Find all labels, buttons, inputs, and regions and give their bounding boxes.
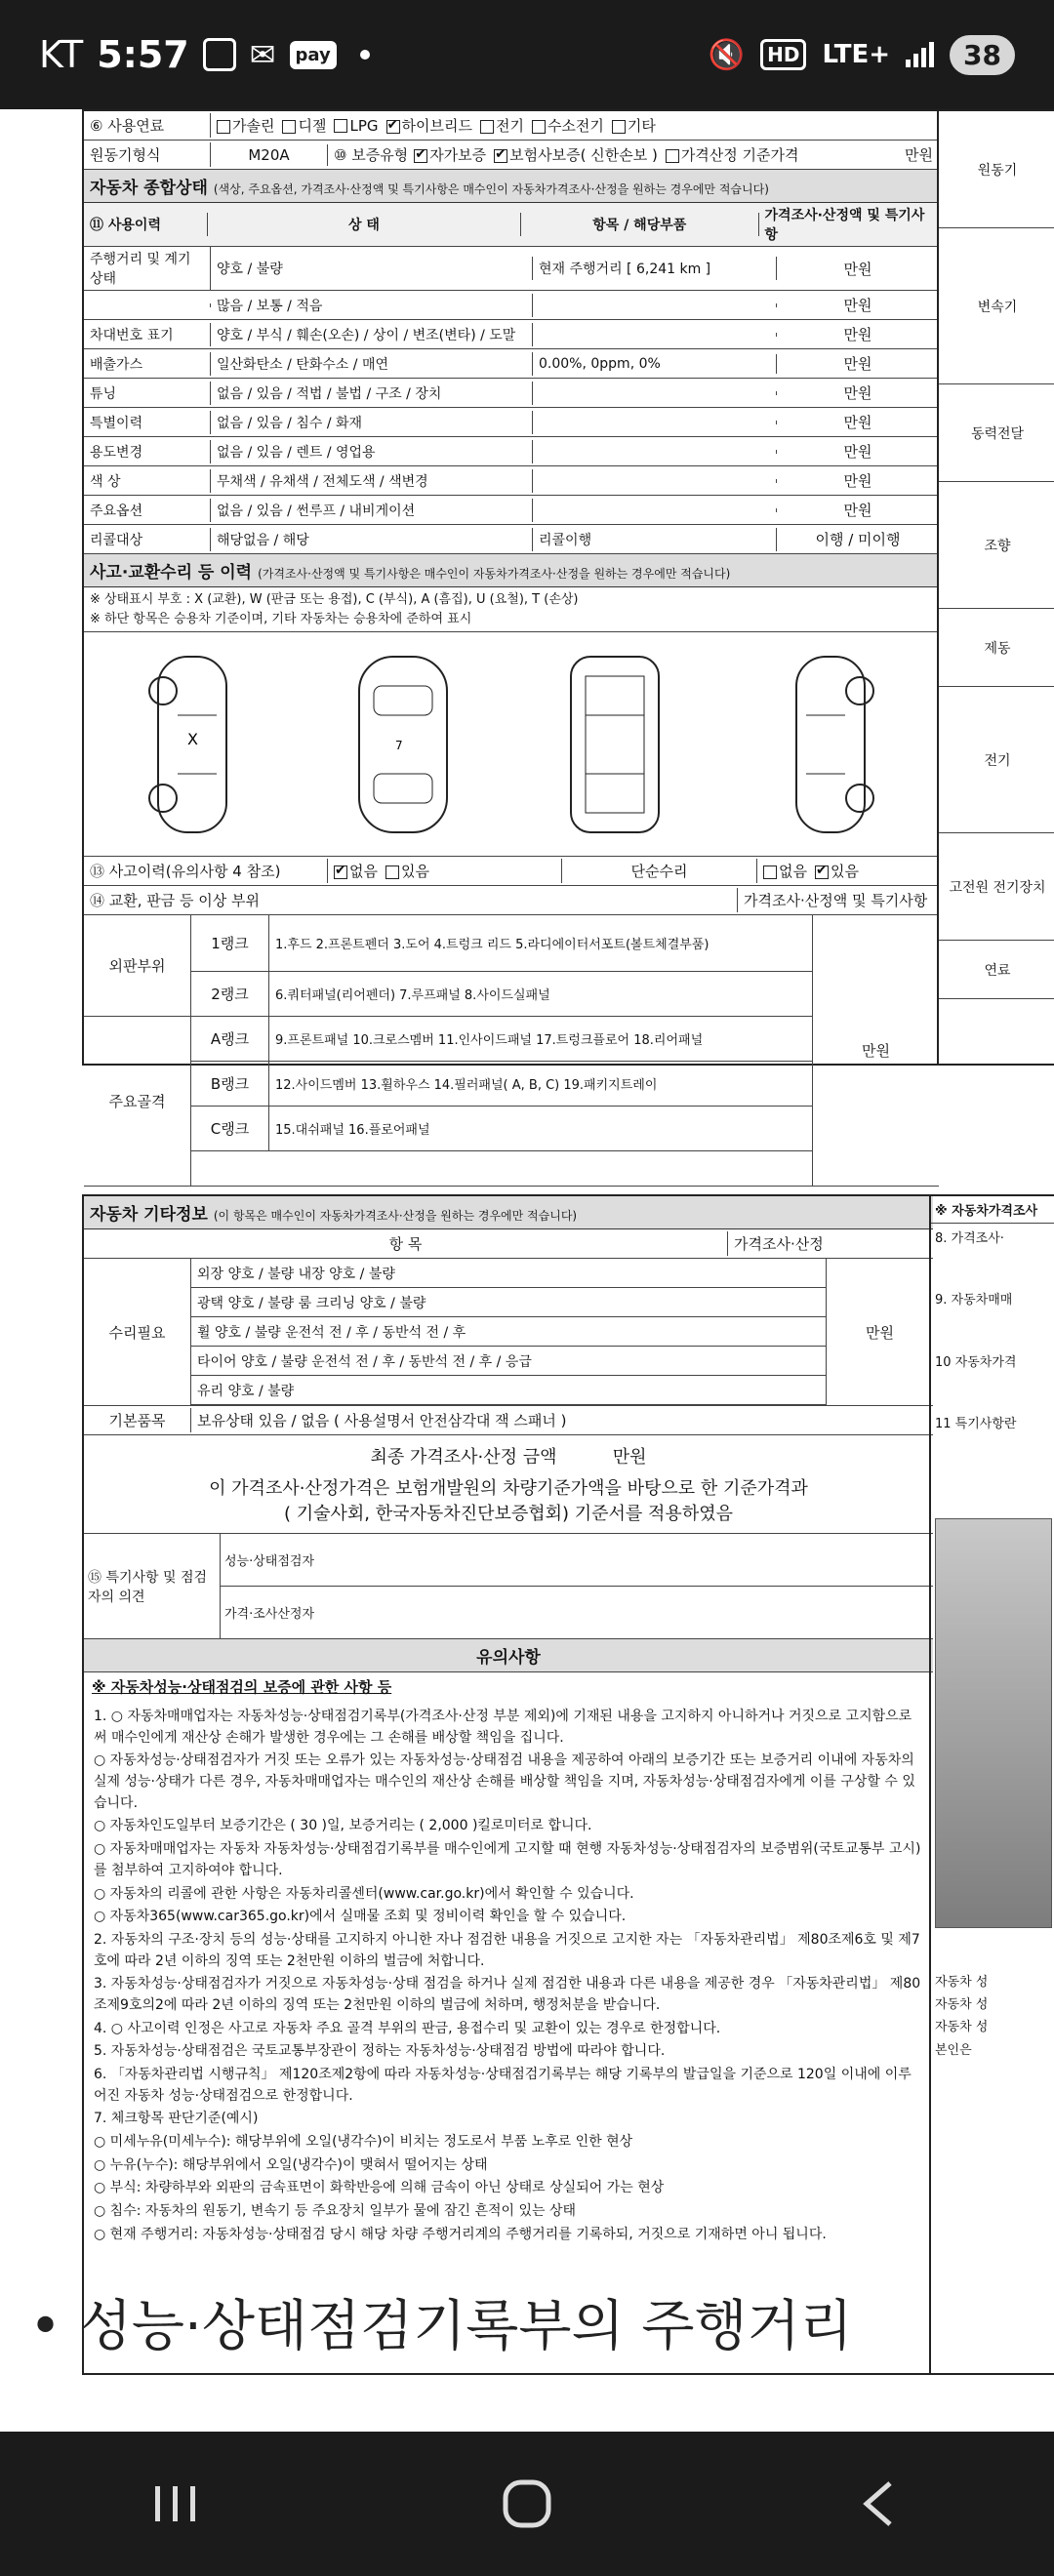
status-row: 리콜대상 해당없음 / 해당 리콜이행 이행 / 미이행 <box>84 525 939 554</box>
right-col-item: 전기 <box>939 687 1054 833</box>
pay-icon: pay <box>290 41 337 69</box>
right-col-item: 고전원 전기장치 <box>939 833 1054 941</box>
car-frame-diagram <box>542 647 688 842</box>
right-sign-line: 자동차 성 <box>935 1996 989 2012</box>
carrier-label: KT <box>39 33 84 76</box>
notice-item: 3. 자동차성능·상태점검자가 거짓으로 자동차성능·상태 점검을 하거나 실제 점검한 내용과 다른 내용을 제공한 경우 「자동차관리법」 제80조제9호의2에 따라 2년 이하의 징역 또는 2천만원 이하의 벌금에 처하며, 행정처분을 받습니다. <box>94 1976 921 2013</box>
notice-subtitle: ※ 자동차성능·상태점검의 보증에 관한 사항 등 <box>92 1678 392 1696</box>
notice-item: ○ 자동차매매업자는 자동차 자동차성능·상태점검기록부를 매수인에게 고지할 때 현행 자동차성능·상태점검자의 보증범위(국토교통부 고시)를 첨부하여 고지하여야 합니다. <box>94 1841 921 1878</box>
svg-text:X: X <box>186 729 198 748</box>
right-col-item: 원동기 <box>939 111 1054 228</box>
screenshot-icon <box>203 38 236 71</box>
basic-items-row: 기본품목 보유상태 있음 / 없음 ( 사용설명서 안전삼각대 잭 스패너 ) <box>84 1406 933 1435</box>
right-note: 11 특기사항란 <box>935 1417 1017 1432</box>
battery-level: 38 <box>950 35 1015 75</box>
legend: ※ 상태표시 부호 : X (교환), W (판금 또는 용접), C (부식), A (흠집), U (요철), T (손상) ※ 하단 항목은 승용차 기준이며, 기타 자동차는 승용차에 준하여 표시 <box>84 587 939 632</box>
engine-value: M20A <box>211 144 328 166</box>
final-price-block: 최종 가격조사·산정 금액 만원 이 가격조사·산정가격은 보험개발원의 차량기준가액을 바탕으로 한 기준가격과 ( 기술사회, 한국자동차진단보증협회) 기준서를 적용하였음 <box>84 1435 933 1534</box>
status-row: 색 상 무채색 / 유채색 / 전체도색 / 색변경 만원 <box>84 466 939 496</box>
fuel-options: 가솔린 디젤 LPG ✔ 하이브리드 전기 수소전기 기타 <box>211 113 669 138</box>
right-col-item: 조향 <box>939 482 1054 609</box>
rank-row: B랭크 12.사이드멤버 13.휠하우스 14.필러패널( A, B, C) 19.패키지트레이 <box>191 1062 812 1107</box>
right-note: 9. 자동차매매 <box>935 1293 1013 1308</box>
right-column-page2: ※ 자동차가격조사 8. 가격조사· 9. 자동차매매 10 자동차가격 11 특기사항란 자동차 성 자동차 성 자동차 성 본인은 <box>929 1196 1054 2373</box>
status-table-header: ⑪ 사용이력 상 태 항목 / 해당부품 가격조사·산정액 및 특기사항 <box>84 203 939 247</box>
notice-item: 6. 「자동차관리법 시행규칙」 제120조제2항에 따라 자동차성능·상태점검기록부는 해당 기록부의 발급일을 기준으로 120일 이내에 이루어진 자동차 성능·상태점검으로 한정합니다. <box>94 2067 912 2104</box>
notice-item: 1. ○ 자동차매매업자는 자동차성능·상태점검기록부(가격조사·산정 부분 제외)에 기재된 내용을 고지하지 아니하거나 거짓으로 고지함으로써 매수인에게 재산상 손해가 발생한 경우에는 그 손해를 배상할 책임을 집니다. <box>94 1709 912 1746</box>
warranty-options: ⑩ 보증유형 ✔ 자가보증 ✔ 보험사보증( 신한손보 ) 가격산정 기준가격 <box>328 142 855 167</box>
status-row: 특별이력 없음 / 있음 / 침수 / 화재 만원 <box>84 408 939 437</box>
status-row: 용도변경 없음 / 있음 / 렌트 / 영업용 만원 <box>84 437 939 466</box>
right-note: 8. 가격조사· <box>935 1231 1004 1246</box>
hd-voice-icon: HD <box>760 39 806 70</box>
other-info-header: 항 목 가격조사·산정 <box>84 1229 933 1259</box>
fuel-label: ⑥ 사용연료 <box>84 113 211 138</box>
notice-item: ○ 침수: 자동차의 원동기, 변속기 등 주요장치 일부가 물에 잠긴 흔적이 있는 상태 <box>94 2203 577 2220</box>
engine-row <box>84 141 939 170</box>
recent-apps-button[interactable] <box>117 2455 234 2553</box>
exchange-header: ⑭ 교환, 판금 등 이상 부위 가격조사·산정액 및 특기사항 <box>84 886 939 915</box>
accident-row: ⑬ 사고이력(유의사항 4 참조) ✔ 없음 있음 단순수리 없음 ✔ 있음 <box>84 857 939 886</box>
notice-item: ○ 자동차인도일부터 보증기간은 ( 30 )일, 보증거리는 ( 2,000 )킬로미터로 합니다. <box>94 1818 592 1834</box>
rank-row: C랭크 15.대쉬패널 16.플로어패널 <box>191 1107 812 1151</box>
home-button[interactable] <box>468 2455 586 2553</box>
status-rows <box>84 247 939 554</box>
engine-unit: 만원 <box>905 146 933 164</box>
mute-icon: 🔇 <box>708 37 746 72</box>
notice-item: ○ 미세누유(미세누수): 해당부위에 오일(냉각수)이 비치는 정도로서 부품 노후로 인한 현상 <box>94 2134 633 2151</box>
status-row: 차대번호 표기 양호 / 부식 / 훼손(오손) / 상이 / 변조(변타) / 도말 만원 <box>84 320 939 349</box>
repair-row: 타이어 양호 / 불량 운전석 전 / 후 / 동반석 전 / 후 / 응급 <box>191 1347 826 1376</box>
right-col-item: 변속기 <box>939 228 1054 384</box>
notice-item: 2. 자동차의 구조·장치 등의 성능·상태를 고지하지 아니한 자나 점검한 내용을 거짓으로 고지한 자는 「자동차관리법」 제80조제6호 및 제7호에 따라 2년 이하의 징역 또는 2천만원 이하의 벌금에 처합니다. <box>94 1931 920 1969</box>
status-row: 튜닝 없음 / 있음 / 적법 / 불법 / 구조 / 장치 만원 <box>84 379 939 408</box>
status-row: 배출가스 일산화탄소 / 탄화수소 / 매연 0.00%, 0ppm, 0% 만원 <box>84 349 939 379</box>
notice-item: ○ 자동차성능·상태점검자가 거짓 또는 오류가 있는 자동차성능·상태점검 내용을 제공하여 아래의 보증기간 또는 보증거리 이내에 자동차의 실제 성능·상태가 다른 경우, 자동차매매업자는 매수인의 재산상 손해를 배상할 책임을 지며, 자동차성능·상태점검자에게 이를 구상할 수 있습니다. <box>94 1752 915 1811</box>
clock: 5:57 <box>97 33 189 76</box>
notification-dot-icon <box>360 50 370 60</box>
right-col-item: 연료 <box>939 941 1054 999</box>
network-type: LTE+ <box>822 40 891 69</box>
rank-row: A랭크 9.프론트패널 10.크로스멤버 11.인사이드패널 17.트렁크플로어 18.리어패널 <box>191 1017 812 1062</box>
right-col-item: 동력전달 <box>939 384 1054 482</box>
status-row: 많음 / 보통 / 적음 만원 <box>84 291 939 320</box>
notice-title: 유의사항 <box>84 1639 933 1672</box>
right-sign-line: 자동차 성 <box>935 1974 989 1990</box>
overflow-heading: • 성능·상태점검기록부의 주행거리 <box>29 2295 853 2358</box>
notice-item: 5. 자동차성능·상태점검은 국토교통부장관이 정하는 자동차성능·상태점검 방법에 따라야 합니다. <box>94 2043 666 2060</box>
car-top-diagram <box>335 647 471 842</box>
garage-photo <box>935 1518 1052 1928</box>
overall-status-title: 자동차 종합상태 (색상, 주요옵션, 가격조사·산정액 및 특기사항은 매수인이 자동차가격조사·산정을 원하는 경우에만 적습니다) <box>84 170 939 203</box>
notice-item: ○ 현재 주행거리: 자동차성능·상태점검 당시 해당 차량 주행거리계의 주행거리를 기록하되, 거짓으로 기재하면 아니 됩니다. <box>94 2226 827 2242</box>
notice-item: ○ 누유(누수): 해당부위에서 오일(냉각수)이 맺혀서 떨어지는 상태 <box>94 2156 488 2173</box>
inspection-page-2 <box>82 1194 1054 2375</box>
repair-row: 휠 양호 / 불량 운전석 전 / 후 / 동반석 전 / 후 <box>191 1317 826 1347</box>
right-sign-line: 본인은 <box>935 2042 972 2058</box>
repair-row: 유리 양호 / 불량 <box>191 1376 826 1405</box>
notice-item: 4. ○ 사고이력 인정은 사고로 자동차 주요 골격 부위의 판금, 용접수리 및 교환이 있는 경우로 한정합니다. <box>94 2020 721 2036</box>
document-viewer[interactable] <box>0 109 1054 2432</box>
engine-label: 원동기형식 <box>84 142 211 167</box>
status-bar <box>0 0 1054 109</box>
svg-text:7: 7 <box>395 738 403 752</box>
right-sign-line: 자동차 성 <box>935 2020 989 2035</box>
rank-row: 2랭크 6.쿼터패널(리어펜더) 7.루프패널 8.사이드실패널 <box>191 972 812 1017</box>
car-diagrams <box>84 632 939 857</box>
other-info-title: 자동차 기타정보 (이 항목은 매수인이 자동차가격조사·산정을 원하는 경우에만 적습니다) <box>84 1196 933 1229</box>
back-button[interactable] <box>820 2455 937 2553</box>
car-right-side-diagram <box>757 647 904 842</box>
right-column-partial <box>937 111 1054 1064</box>
notice-item: ○ 자동차의 리콜에 관한 사항은 자동차리콜센터(www.car.go.kr)에서 확인할 수 있습니다. <box>94 1885 634 1902</box>
right-col-item: 제동 <box>939 609 1054 687</box>
repair-row: 광택 양호 / 불량 룸 크리닝 양호 / 불량 <box>191 1288 826 1317</box>
repair-row: 외장 양호 / 불량 내장 양호 / 불량 <box>191 1259 826 1288</box>
status-row: 주요옵션 없음 / 있음 / 썬루프 / 내비게이션 만원 <box>84 496 939 525</box>
fuel-row <box>84 111 939 141</box>
inspection-page-1 <box>82 109 1054 1138</box>
accident-history-title: 사고·교환수리 등 이력 (가격조사·산정액 및 특기사항은 매수인이 자동차가격조사·산정을 원하는 경우에만 적습니다) <box>84 554 939 587</box>
right-note: 10 자동차가격 <box>935 1354 1017 1370</box>
notice-item: ○ 부식: 차량하부와 외판의 금속표면이 화학반응에 의해 금속이 아닌 상태로 상실되어 가는 현상 <box>94 2180 665 2196</box>
exchange-ranks: 외판부위 주요골격 1랭크 1.후드 2.프론트펜더 3.도어 4.트렁크 리드 5.라디에이터서포트(볼트체결부품) 2랭크 6.쿼터패널(리어펜더) 7.루프패널 8.사이드실패널 A랭크 9.프론트패널 10.크로스멤버 11.인사이드패널 17.트렁크플로어 18.리어패널 B랭크 12.사이드멤버 13.휠하우스 14.필러패널( A, B, C) 19.패키지트레이 C랭크 15.대쉬패널 16.플로어패널 만원 <box>84 915 939 1187</box>
notice-list <box>84 1701 933 2254</box>
signal-icon <box>906 42 934 67</box>
rank-row: 1랭크 1.후드 2.프론트펜더 3.도어 4.트렁크 리드 5.라디에이터서포트(볼트체결부품) <box>191 915 812 972</box>
notice-item: 7. 체크항목 판단기준(예시) <box>94 2111 259 2127</box>
navigation-bar <box>0 2432 1054 2576</box>
car-left-side-diagram <box>119 647 265 842</box>
status-row: 주행거리 및 계기상태 양호 / 불량 현재 주행거리 [ 6,241 km ] 만원 <box>84 247 939 291</box>
opinion-block: ⑮ 특기사항 및 점검자의 의견 성능·상태점검자 가격·조사산정자 <box>84 1534 933 1639</box>
notice-item: ○ 자동차365(www.car365.go.kr)에서 실매물 조회 및 정비이력 확인을 할 수 있습니다. <box>94 1909 627 1925</box>
gmail-icon: ✉ <box>249 36 276 73</box>
repair-block: 수리필요 외장 양호 / 불량 내장 양호 / 불량 광택 양호 / 불량 룸 크리닝 양호 / 불량 휠 양호 / 불량 운전석 전 / 후 / 동반석 전 / 후 타이어 양호 / 불량 운전석 전 / 후 / 동반석 전 / 후 / 응급 유리 양호 / 불량 만원 <box>84 1259 933 1406</box>
